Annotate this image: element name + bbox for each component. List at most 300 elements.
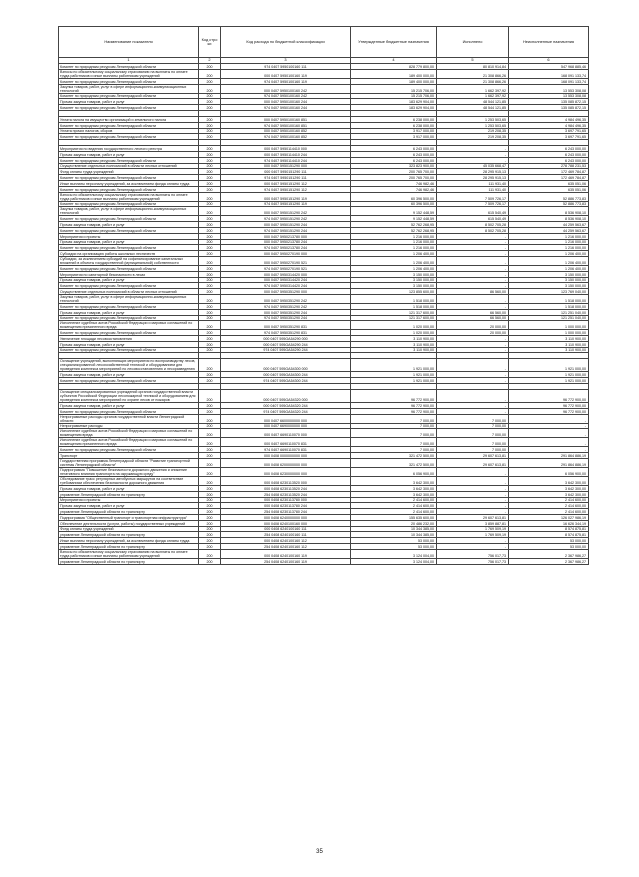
row-approved: 7 000,00 [351, 414, 437, 423]
row-unexecuted: 3 110 900,00 [509, 347, 589, 353]
row-approved: 323 823 900,00 [351, 163, 437, 169]
row-budget-code: 000 0408 6230000000 000 [221, 468, 351, 477]
row-approved: 1 921 000,00 [351, 372, 437, 378]
row-budget-code: 974 0407 5950100160 852 [221, 134, 351, 140]
column-number: 3 [221, 58, 351, 64]
row-budget-code: 000 0407 5950151290 242 [221, 207, 351, 216]
row-approved: 746 982,46 [351, 180, 437, 186]
row-approved: 3 124 004,00 [351, 549, 437, 558]
row-executed: - [437, 251, 509, 257]
table-row [59, 477, 589, 486]
row-indicator-name: Уплата налога на имущество организаций и земельного налога [59, 116, 199, 122]
row-unexecuted: 1 206 400,00 [509, 251, 589, 257]
row-indicator-name: Комитет по природным ресурсам Ленинградской области [59, 315, 199, 321]
table-row [59, 359, 589, 372]
row-executed: - [437, 294, 509, 303]
row-unexecuted: 6 243 000,00 [509, 157, 589, 163]
header-executed: Исполнено [437, 27, 509, 58]
row-line-code: 200 [199, 227, 221, 233]
row-approved: 3 642 300,00 [351, 477, 437, 486]
row-unexecuted: 2 367 986,27 [509, 558, 589, 564]
row-approved: 1 216 000,00 [351, 239, 437, 245]
table-row [59, 558, 589, 564]
row-unexecuted: 121 251 040,00 [509, 309, 589, 315]
row-budget-code: 974 0407 5950100160 119 [221, 78, 351, 84]
row-approved: 3 150 000,00 [351, 283, 437, 289]
row-unexecuted: 635 051,06 [509, 180, 589, 186]
row-line-code: 200 [199, 265, 221, 271]
row-executed: - [437, 408, 509, 414]
row-indicator-name: Прочая закупка товаров, работ и услуг [59, 99, 199, 105]
row-budget-code: 000 0407 5950151290 000 [221, 163, 351, 169]
table-body [59, 64, 589, 565]
row-unexecuted: 3 150 000,00 [509, 277, 589, 283]
row-indicator-name: Комитет по природным ресурсам Ленинградской области [59, 378, 199, 384]
row-indicator-name: Закупка товаров, работ, услуг в сфере информационно-коммуникационных технологий [59, 294, 199, 303]
row-line-code: 200 [199, 222, 221, 228]
row-budget-code: 254 0408 6240100160 111 [221, 532, 351, 538]
row-line-code: 200 [199, 99, 221, 105]
row-budget-code: 000 0408 6240100160 112 [221, 538, 351, 544]
row-budget-code: 000 0407 6690000000 000 [221, 423, 351, 429]
row-executed: 20 000,00 [437, 321, 509, 330]
row-approved: 121 317 600,00 [351, 309, 437, 315]
row-executed: - [437, 256, 509, 265]
row-budget-code: 254 0408 6230113780 244 [221, 509, 351, 515]
row-line-code: 200 [199, 146, 221, 152]
row-unexecuted: 4 984 496,35 [509, 122, 589, 128]
report-sheet [58, 26, 588, 565]
row-budget-code: 000 0407 5950270190 521 [221, 256, 351, 265]
row-unexecuted: 8 536 908,10 [509, 216, 589, 222]
row-indicator-name: Транспорт [59, 453, 199, 459]
row-executed: 48 544 121,85 [437, 99, 509, 105]
row-indicator-name: Прочая закупка товаров, работ и услуг [59, 239, 199, 245]
row-line-code: 200 [199, 509, 221, 515]
row-executed: - [437, 486, 509, 492]
row-budget-code: 974 0407 595GA54290 244 [221, 347, 351, 353]
row-approved: 1 206 400,00 [351, 256, 437, 265]
header-budget-code: Код расхода по бюджетной классификации [221, 27, 351, 58]
row-budget-code: 974 0407 5950151290 119 [221, 201, 351, 207]
row-unexecuted: 135 085 872,15 [509, 99, 589, 105]
row-budget-code: 000 0407 595GA54300 244 [221, 372, 351, 378]
row-approved: 183 629 904,00 [351, 99, 437, 105]
row-budget-code: 000 0408 6240100160 000 [221, 520, 351, 526]
row-indicator-name: Комитет по природным ресурсам Ленинградской области [59, 347, 199, 353]
row-budget-code: 000 0407 5950114410 244 [221, 151, 351, 157]
row-executed: 1 253 503,65 [437, 116, 509, 122]
row-line-code: 200 [199, 256, 221, 265]
row-budget-code: 974 0407 5950151290 242 [221, 216, 351, 222]
row-unexecuted: 1 216 000,00 [509, 245, 589, 251]
row-unexecuted: 1 518 000,00 [509, 303, 589, 309]
row-budget-code: 000 0407 5950100160 242 [221, 84, 351, 93]
row-line-code: 200 [199, 245, 221, 251]
row-unexecuted: 2 367 986,27 [509, 549, 589, 558]
row-line-code: 200 [199, 453, 221, 459]
row-executed: - [437, 277, 509, 283]
row-indicator-name: Подпрограмма "Общественный транспорт и транспортная инфраструктура" [59, 515, 199, 521]
row-line-code: 200 [199, 403, 221, 409]
row-line-code: 200 [199, 372, 221, 378]
row-unexecuted: 53 000,00 [509, 538, 589, 544]
row-line-code: 200 [199, 93, 221, 99]
row-indicator-name: Комитет по природным ресурсам Ленинградской области [59, 157, 199, 163]
row-executed: 8 502 705,28 [437, 227, 509, 233]
row-executed: - [437, 509, 509, 515]
row-executed: 29 607 613,81 [437, 459, 509, 468]
row-line-code: 200 [199, 532, 221, 538]
row-approved: 183 629 904,00 [351, 105, 437, 111]
row-approved: 10 344 385,00 [351, 526, 437, 532]
row-approved: 6 243 000,00 [351, 146, 437, 152]
row-line-code: 200 [199, 477, 221, 486]
row-indicator-name: Прочая закупка товаров, работ и услуг [59, 341, 199, 347]
row-line-code: 200 [199, 549, 221, 558]
row-line-code: 200 [199, 330, 221, 336]
row-budget-code: 974 0407 5950351290 242 [221, 303, 351, 309]
row-approved: 3 110 900,00 [351, 341, 437, 347]
row-budget-code: 974 0407 5950100160 851 [221, 122, 351, 128]
row-executed: 66 560,00 [437, 309, 509, 315]
row-unexecuted: 96 772 900,00 [509, 390, 589, 403]
row-budget-code: 000 0407 595GA54320 244 [221, 403, 351, 409]
row-unexecuted: 1 921 000,00 [509, 372, 589, 378]
row-indicator-name: Увеличение площади лесовосстановления [59, 336, 199, 342]
row-indicator-name: Прочая закупка товаров, работ и услуг [59, 503, 199, 509]
row-executed: - [437, 283, 509, 289]
column-number: 2 [199, 58, 221, 64]
column-number: 6 [509, 58, 589, 64]
row-approved: 3 150 000,00 [351, 277, 437, 283]
row-line-code: 200 [199, 283, 221, 289]
row-executed: - [437, 303, 509, 309]
row-line-code: 200 [199, 186, 221, 192]
row-executed: 28 295 915,13 [437, 175, 509, 181]
row-approved: 3 642 300,00 [351, 486, 437, 492]
row-budget-code: 000 0407 5950213780 000 [221, 233, 351, 239]
row-indicator-name: Иные выплаты персоналу учреждений, за исключением фонда оплаты труда [59, 180, 199, 186]
row-line-code: 200 [199, 163, 221, 169]
row-indicator-name: Комитет по природным ресурсам Ленинградской области [59, 175, 199, 181]
row-line-code: 200 [199, 491, 221, 497]
column-number: 5 [437, 58, 509, 64]
row-indicator-name: Прочая закупка товаров, работ и услуг [59, 277, 199, 283]
row-unexecuted: 8 574 875,81 [509, 526, 589, 532]
row-approved: 123 855 600,00 [351, 289, 437, 295]
row-line-code: 200 [199, 468, 221, 477]
row-approved: 6 238 000,00 [351, 122, 437, 128]
row-budget-code: 000 0407 5950213780 244 [221, 239, 351, 245]
row-budget-code: 000 0407 5950151290 119 [221, 192, 351, 201]
row-line-code: 200 [199, 347, 221, 353]
row-budget-code: 000 0407 595GA54290 244 [221, 341, 351, 347]
row-unexecuted: 1 000 000,00 [509, 330, 589, 336]
row-unexecuted: 16 626 344,19 [509, 520, 589, 526]
row-executed: 7 000,00 [437, 447, 509, 453]
row-executed: - [437, 544, 509, 550]
row-executed: 7 000,00 [437, 423, 509, 429]
row-executed: 1 769 509,19 [437, 526, 509, 532]
row-indicator-name: Взносы по обязательному социальному страхованию на выплаты по оплате труда работников и иные выплаты работникам учреждений [59, 69, 199, 78]
row-approved: 2 414 600,00 [351, 497, 437, 503]
row-unexecuted: 121 251 040,00 [509, 315, 589, 321]
row-indicator-name: Государственная программа Ленинградской области "Развитие транспортной системы Ленинградской области" [59, 459, 199, 468]
row-budget-code: 974 0407 5950151290 111 [221, 175, 351, 181]
row-unexecuted: 1 216 000,00 [509, 233, 589, 239]
row-indicator-name: Комитет по природным ресурсам Ленинградской области [59, 201, 199, 207]
row-approved: 10 344 385,00 [351, 532, 437, 538]
row-approved: 3 917 000,00 [351, 128, 437, 134]
row-indicator-name: Комитет по природным ресурсам Ленинградской области [59, 93, 199, 99]
row-approved: 1 518 000,00 [351, 303, 437, 309]
row-executed: 111 931,40 [437, 180, 509, 186]
header-line-code: Код стро ки [199, 27, 221, 58]
row-budget-code: 000 0407 5950151290 111 [221, 169, 351, 175]
row-indicator-name: Исполнение судебных актов Российской Федерации и мировых соглашений по возмещению вреда [59, 429, 199, 438]
row-approved: 321 472 500,00 [351, 459, 437, 468]
row-executed: - [437, 146, 509, 152]
row-line-code: 200 [199, 309, 221, 315]
row-approved: 9 152 448,59 [351, 207, 437, 216]
row-unexecuted: 96 772 900,00 [509, 408, 589, 414]
row-executed: 86 560,00 [437, 289, 509, 295]
page-number: 35 [316, 849, 323, 855]
row-indicator-name: Закупка товаров, работ, услуг в сфере информационно-коммуникационных технологий [59, 207, 199, 216]
row-indicator-name: Мероприятия по санитарной безопасности в лесах [59, 271, 199, 277]
row-indicator-name: Комитет по природным ресурсам Ленинградской области [59, 216, 199, 222]
row-line-code: 200 [199, 447, 221, 453]
row-executed: 615 540,49 [437, 207, 509, 216]
row-indicator-name: Субсидии на организацию работы школьных лесничеств [59, 251, 199, 257]
row-approved: 1 518 000,00 [351, 294, 437, 303]
row-indicator-name: Осуществление отдельных полномочий в области лесных отношений [59, 163, 199, 169]
row-approved: 3 642 300,00 [351, 491, 437, 497]
row-approved: 53 000,00 [351, 538, 437, 544]
row-budget-code: 000 0407 5950351290 000 [221, 289, 351, 295]
row-executed: 7 509 726,17 [437, 201, 509, 207]
row-executed: 7 000,00 [437, 414, 509, 423]
row-line-code: 200 [199, 408, 221, 414]
row-unexecuted: 6 056 900,00 [509, 468, 589, 477]
row-unexecuted: 1 216 000,00 [509, 239, 589, 245]
row-budget-code: 000 0408 6230113780 000 [221, 497, 351, 503]
row-unexecuted: - [509, 429, 589, 438]
row-approved: 321 472 500,00 [351, 453, 437, 459]
row-executed: - [437, 378, 509, 384]
row-indicator-name: Непрограммные расходы [59, 423, 199, 429]
row-unexecuted: 3 642 300,00 [509, 477, 589, 486]
row-unexecuted: 3 697 791,65 [509, 128, 589, 134]
row-approved: 1 206 400,00 [351, 251, 437, 257]
row-line-code: 200 [199, 414, 221, 423]
row-line-code: 200 [199, 175, 221, 181]
row-indicator-name: Комитет по природным ресурсам Ленинградской области [59, 64, 199, 70]
row-unexecuted: 13 553 308,08 [509, 84, 589, 93]
row-line-code: 200 [199, 64, 221, 70]
row-unexecuted: 547 968 885,46 [509, 64, 589, 70]
row-line-code: 200 [199, 526, 221, 532]
row-indicator-name: Подпрограмма "Повышение безопасности дорожного движения и снижение негативного влияния транспорта на окружающую среду" [59, 468, 199, 477]
row-line-code: 200 [199, 321, 221, 330]
row-unexecuted: 3 110 900,00 [509, 336, 589, 342]
row-executed: - [437, 347, 509, 353]
row-executed: 29 607 613,81 [437, 453, 509, 459]
row-approved: 746 982,46 [351, 186, 437, 192]
row-indicator-name: Закупка товаров, работ, услуг в сфере информационно-коммуникационных технологий [59, 84, 199, 93]
row-executed: - [437, 151, 509, 157]
row-budget-code: 000 0408 6230113520 000 [221, 477, 351, 486]
row-budget-code: 974 0407 595GA54320 244 [221, 408, 351, 414]
row-line-code: 200 [199, 128, 221, 134]
row-indicator-name: Взносы по обязательному социальному страхованию на выплаты по оплате труда работников и иные выплаты работникам учреждений [59, 192, 199, 201]
row-executed: - [437, 503, 509, 509]
row-approved: 155 635 600,00 [351, 515, 437, 521]
row-approved: 189 400 000,00 [351, 69, 437, 78]
table-row [59, 549, 589, 558]
row-line-code: 200 [199, 303, 221, 309]
row-executed: 48 544 121,85 [437, 105, 509, 111]
row-executed: 219 208,35 [437, 134, 509, 140]
table-row [59, 256, 589, 265]
row-budget-code: 000 0407 595GA54320 000 [221, 390, 351, 403]
header-row [59, 27, 589, 58]
row-line-code: 200 [199, 169, 221, 175]
row-budget-code: 254 0408 6240100160 119 [221, 558, 351, 564]
row-unexecuted: 6 243 000,00 [509, 146, 589, 152]
row-line-code: 200 [199, 315, 221, 321]
row-approved: 1 216 000,00 [351, 245, 437, 251]
row-unexecuted: 13 553 308,08 [509, 93, 589, 99]
row-executed: - [437, 538, 509, 544]
row-line-code: 200 [199, 157, 221, 163]
row-budget-code: 000 0407 5950151290 244 [221, 222, 351, 228]
row-line-code: 200 [199, 438, 221, 447]
row-unexecuted: 3 697 791,65 [509, 134, 589, 140]
header-approved: Утвержденные бюджетные назначения [351, 27, 437, 58]
row-approved: 3 124 004,00 [351, 558, 437, 564]
row-budget-code: 000 0407 5950151290 112 [221, 180, 351, 186]
row-line-code: 200 [199, 423, 221, 429]
row-budget-code: 974 0407 5950351290 244 [221, 315, 351, 321]
row-indicator-name: Комитет по природным ресурсам Ленинградской области [59, 447, 199, 453]
row-approved: 2 414 600,00 [351, 503, 437, 509]
row-executed: - [437, 390, 509, 403]
row-budget-code: 000 0408 0000000000 000 [221, 453, 351, 459]
row-approved: 189 400 000,00 [351, 78, 437, 84]
row-indicator-name: Фонд оплаты труда учреждений [59, 526, 199, 532]
row-executed: - [437, 336, 509, 342]
row-indicator-name: Комитет по природным ресурсам Ленинградской области [59, 186, 199, 192]
row-unexecuted: 6 243 000,00 [509, 151, 589, 157]
row-unexecuted: 1 206 400,00 [509, 265, 589, 271]
row-executed: 7 000,00 [437, 429, 509, 438]
row-approved: 6 056 900,00 [351, 468, 437, 477]
row-line-code: 200 [199, 84, 221, 93]
row-indicator-name: управление Ленинградской области по транспорту [59, 532, 199, 538]
row-approved: 7 000,00 [351, 423, 437, 429]
table-row [59, 459, 589, 468]
row-unexecuted: 8 536 908,10 [509, 207, 589, 216]
row-executed: 7 000,00 [437, 438, 509, 447]
row-line-code: 200 [199, 201, 221, 207]
row-unexecuted: 52 886 773,83 [509, 201, 589, 207]
row-line-code: 200 [199, 122, 221, 128]
row-unexecuted: 8 574 875,81 [509, 532, 589, 538]
row-indicator-name: Комитет по природным ресурсам Ленинградской области [59, 330, 199, 336]
row-indicator-name: управление Ленинградской области по транспорту [59, 558, 199, 564]
row-budget-code: 974 0407 5950151290 244 [221, 227, 351, 233]
row-line-code: 200 [199, 359, 221, 372]
row-indicator-name: Мероприятия и проекты [59, 233, 199, 239]
row-unexecuted: 96 772 900,00 [509, 403, 589, 409]
row-budget-code: 000 0408 6240100160 111 [221, 526, 351, 532]
row-indicator-name: Мероприятия и проекты [59, 497, 199, 503]
row-indicator-name: Комитет по природным ресурсам Ленинградской области [59, 105, 199, 111]
column-number: 4 [351, 58, 437, 64]
row-budget-code: 000 0408 6240100160 119 [221, 549, 351, 558]
row-approved: 121 317 600,00 [351, 315, 437, 321]
row-approved: 1 921 000,00 [351, 378, 437, 384]
row-unexecuted: - [509, 423, 589, 429]
table-row [59, 69, 589, 78]
row-unexecuted: 3 150 000,00 [509, 283, 589, 289]
row-indicator-name: Обеспечение деятельности (услуги, работы) государственных учреждений [59, 520, 199, 526]
row-executed: 3 859 887,81 [437, 520, 509, 526]
row-executed: 1 769 509,19 [437, 532, 509, 538]
row-unexecuted: 4 984 496,35 [509, 116, 589, 122]
table-row [59, 207, 589, 216]
row-budget-code: 254 0408 6230113520 244 [221, 491, 351, 497]
row-executed: - [437, 359, 509, 372]
row-executed: 66 560,00 [437, 315, 509, 321]
row-budget-code: 974 0407 5950100160 111 [221, 64, 351, 70]
row-unexecuted: 3 642 300,00 [509, 486, 589, 492]
row-approved: 53 000,00 [351, 544, 437, 550]
row-unexecuted: 1 000 000,00 [509, 321, 589, 330]
row-unexecuted: - [509, 447, 589, 453]
row-executed: 1 662 397,92 [437, 84, 509, 93]
row-indicator-name: Прочая закупка товаров, работ и услуг [59, 222, 199, 228]
row-line-code: 200 [199, 134, 221, 140]
row-approved: 15 215 706,00 [351, 84, 437, 93]
row-executed: 615 540,49 [437, 216, 509, 222]
row-line-code: 200 [199, 497, 221, 503]
row-approved: 52 762 268,95 [351, 227, 437, 233]
row-indicator-name: Комитет по природным ресурсам Ленинградской области [59, 408, 199, 414]
row-budget-code: 974 0407 5950151290 112 [221, 186, 351, 192]
row-unexecuted: 291 864 886,19 [509, 453, 589, 459]
row-budget-code: 974 0407 5950114410 244 [221, 157, 351, 163]
row-budget-code: 000 0408 6230113520 244 [221, 486, 351, 492]
row-budget-code: 000 0408 6230113780 244 [221, 503, 351, 509]
row-budget-code: 000 0407 595GA54290 000 [221, 336, 351, 342]
row-executed: - [437, 233, 509, 239]
row-line-code: 200 [199, 486, 221, 492]
row-budget-code: 000 0407 5950270190 000 [221, 251, 351, 257]
row-indicator-name: Комитет по природным ресурсам Ленинградской области [59, 134, 199, 140]
row-line-code: 200 [199, 239, 221, 245]
row-budget-code: 000 0407 5950314420 244 [221, 277, 351, 283]
row-budget-code: 000 0407 5950100160 119 [221, 69, 351, 78]
table-row [59, 294, 589, 303]
row-executed: 20 000,00 [437, 330, 509, 336]
row-unexecuted: 44 259 563,67 [509, 227, 589, 233]
row-approved: 96 772 900,00 [351, 408, 437, 414]
row-indicator-name: Оснащение учреждений, выполняющих мероприятия по воспроизводству лесов, специализированной лесохозяйственной техникой и оборудованием для проведения комплекса мероприятий по лесовосстановлению и лесоразведению [59, 359, 199, 372]
row-unexecuted: 123 769 040,00 [509, 289, 589, 295]
